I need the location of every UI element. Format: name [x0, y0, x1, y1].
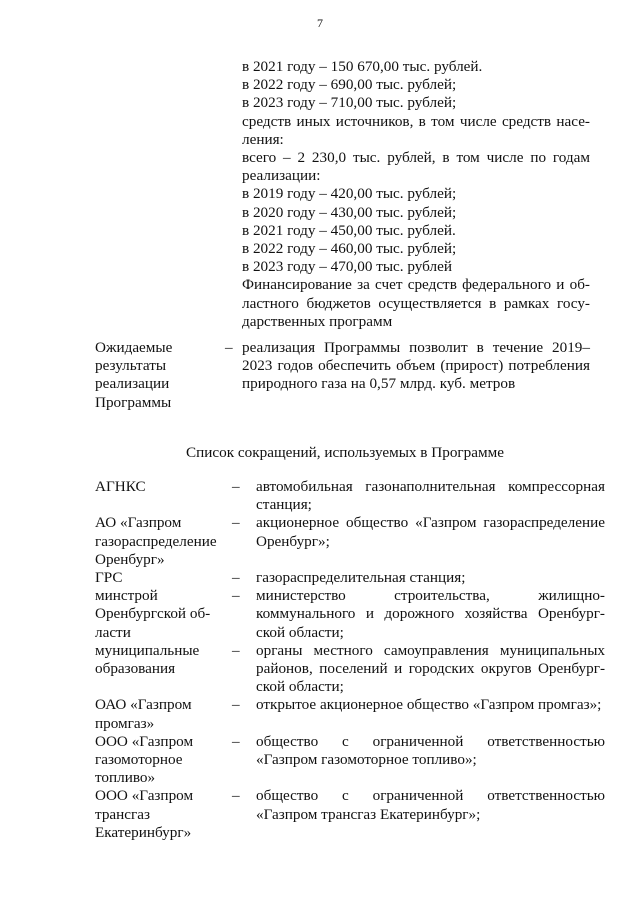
abbreviation-definition: автомобильная газонаполнительная компрессорная станция; — [256, 478, 605, 514]
dash-separator: – — [225, 339, 233, 356]
dash-separator: – — [232, 514, 240, 532]
term-line: ООО «Газпром — [95, 787, 194, 805]
term-line: ОАО «Газпром — [95, 696, 192, 714]
abbreviations-title: Список сокращений, используемых в Программе — [186, 444, 504, 461]
abbreviation-definition: акционерное общество «Газпром газораспределение Оренбург»; — [256, 514, 605, 550]
abbreviation-row — [95, 787, 605, 842]
term-line: трансгаз — [95, 805, 150, 823]
abbreviation-definition: общество с ограниченной ответственностью «Газпром газомоторное топливо»; — [256, 732, 605, 769]
abbreviations-list — [95, 478, 605, 842]
funding-line: в 2022 году – 690,00 тыс. рублей; — [242, 76, 457, 94]
term-line — [95, 496, 230, 514]
term-line: АГНКС — [95, 478, 146, 495]
page-number: 7 — [317, 16, 323, 30]
term-line: газораспределение — [95, 532, 217, 550]
abbreviation-term — [95, 642, 230, 697]
abbreviation-definition: министерство строительства, жилищно-коммунального и дорожного хозяйства Оренбург-ской области; — [256, 587, 605, 641]
expected-results-label — [95, 339, 210, 412]
abbreviation-term — [95, 478, 230, 514]
funding-realization-label: реализации: — [242, 167, 321, 185]
term-line: муниципальные — [95, 641, 200, 659]
funding-line: в 2022 году – 460,00 тыс. рублей; — [242, 240, 457, 258]
abbreviation-term — [95, 787, 230, 842]
funding-line: в 2020 году – 430,00 тыс. рублей; — [242, 203, 457, 221]
dash-separator: – — [232, 587, 240, 605]
abbreviation-row — [95, 696, 605, 732]
abbreviation-definition: общество с ограниченной ответственностью «Газпром трансгаз Екатеринбург»; — [256, 787, 605, 823]
other-sources-line: средств иных источников, в том числе средств насе- — [242, 112, 590, 130]
dash-separator: – — [232, 696, 240, 714]
term-line: АО «Газпром — [95, 514, 182, 532]
funding-line: в 2019 году – 420,00 тыс. рублей; — [242, 185, 457, 203]
dash-separator: – — [232, 787, 240, 805]
abbreviation-definition: органы местного самоуправления муниципальных районов, поселений и городских округов Оренбург-ской области; — [256, 641, 605, 696]
term-line — [95, 678, 230, 696]
financing-note-line: Финансирование за счет средств федерального и об- — [242, 276, 590, 294]
abbreviation-row — [95, 733, 605, 788]
abbreviation-definition: газораспределительная станция; — [256, 569, 466, 587]
abbreviation-term — [95, 569, 230, 587]
abbreviation-term — [95, 587, 230, 642]
abbreviation-definition: открытое акционерное общество «Газпром промгаз»; — [256, 696, 602, 714]
term-line: газомоторное — [95, 751, 183, 769]
financing-note-line: ластного бюджетов осуществляется в рамках госу- — [242, 294, 590, 312]
term-line: минстрой — [95, 587, 158, 605]
funding-section — [242, 58, 590, 331]
funding-total-line: всего – 2 230,0 тыс. рублей, в том числе по годам — [242, 149, 590, 167]
term-line: топливо» — [95, 769, 156, 787]
abbreviation-row — [95, 642, 605, 697]
term-line: ГРС — [95, 569, 123, 587]
dash-separator: – — [232, 732, 240, 750]
abbreviation-term — [95, 733, 230, 788]
term-line: Оренбургской об- — [95, 605, 211, 623]
dash-separator: – — [232, 569, 240, 587]
abbreviation-row — [95, 587, 605, 642]
label-line: результаты — [95, 357, 167, 375]
financing-note-line: дарственных программ — [242, 312, 393, 330]
label-line: реализации — [95, 375, 170, 393]
term-line: ООО «Газпром — [95, 732, 194, 750]
abbreviation-term — [95, 696, 230, 732]
other-sources-line: ления: — [242, 130, 284, 148]
label-line: Ожидаемые — [95, 339, 173, 356]
label-line: Программы — [95, 393, 172, 411]
funding-line: в 2021 году – 450,00 тыс. рублей. — [242, 221, 456, 239]
term-line: промгаз» — [95, 714, 155, 732]
dash-separator: – — [232, 641, 240, 659]
dash-separator: – — [232, 478, 240, 495]
funding-line: в 2021 году – 150 670,00 тыс. рублей. — [242, 58, 483, 75]
abbreviation-row — [95, 569, 605, 587]
abbreviation-term — [95, 514, 230, 569]
abbreviation-row — [95, 478, 605, 514]
funding-line: в 2023 году – 710,00 тыс. рублей; — [242, 94, 457, 112]
expected-results-text: реализация Программы позволит в течение 2019–2023 годов обеспечить объем (прирост) потребления природного газа на 0,57 млрд. куб. метров — [242, 339, 590, 393]
term-line: Оренбург» — [95, 550, 165, 568]
term-line: ласти — [95, 623, 131, 641]
term-line: Екатеринбург» — [95, 823, 192, 841]
funding-line: в 2023 году – 470,00 тыс. рублей — [242, 258, 452, 276]
term-line: образования — [95, 660, 176, 678]
abbreviation-row — [95, 514, 605, 569]
